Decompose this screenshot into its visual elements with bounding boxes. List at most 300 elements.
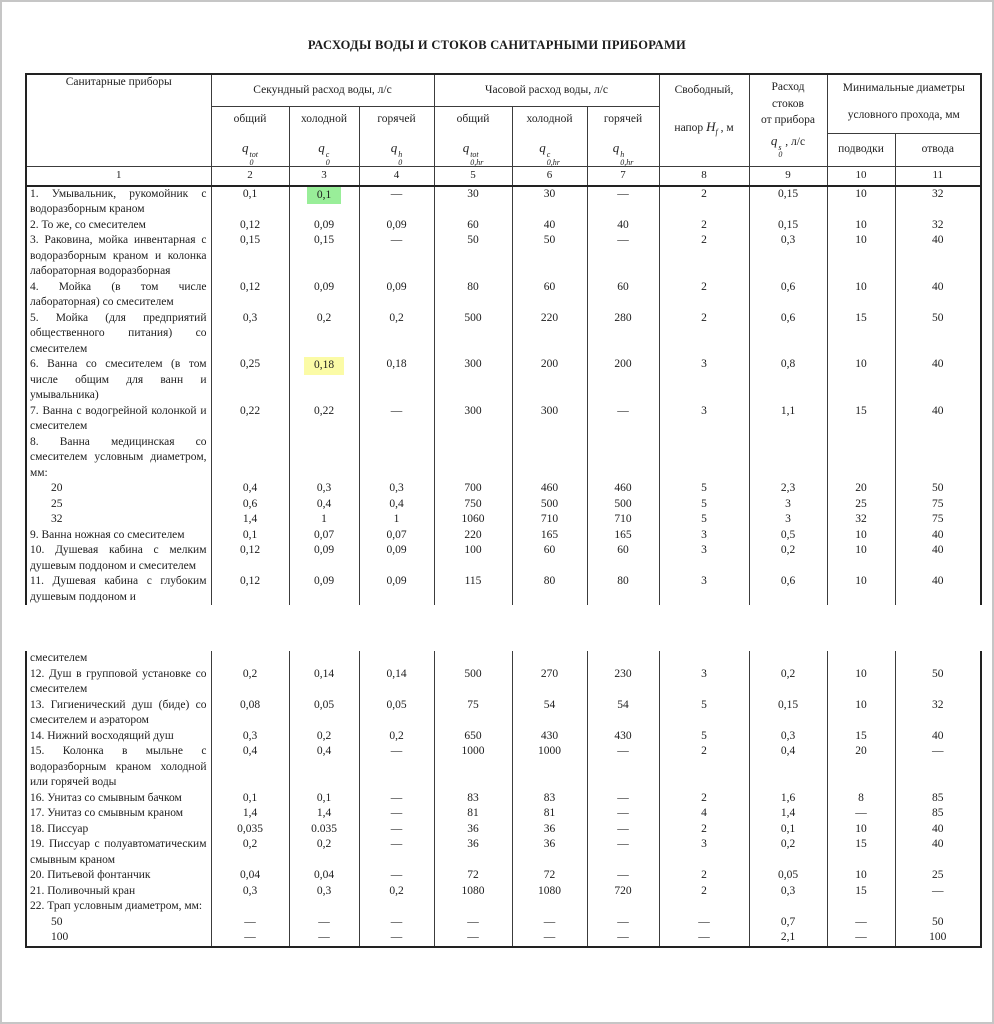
diam-line2: условного прохода, мм bbox=[847, 108, 960, 121]
value-cell: 700 bbox=[434, 481, 512, 497]
value-cell bbox=[749, 435, 827, 482]
value-cell: 0,12 bbox=[211, 574, 289, 605]
value-cell: 500 bbox=[512, 497, 587, 513]
value-cell: — bbox=[587, 930, 659, 947]
appliance-label: 14. Нижний восходящий душ bbox=[26, 729, 211, 745]
header-subcol-second-total: общий q tot 0 bbox=[211, 106, 289, 167]
value-cell bbox=[359, 899, 434, 915]
value-cell: 2,1 bbox=[749, 930, 827, 947]
appliance-label: 13. Гигиенический душ (биде) со смесителем и аэратором bbox=[26, 698, 211, 729]
value-cell: 430 bbox=[512, 729, 587, 745]
value-cell: 15 bbox=[827, 404, 895, 435]
value-cell: 85 bbox=[895, 791, 981, 807]
value-cell: 3 bbox=[659, 837, 749, 868]
value-cell: 0.035 bbox=[289, 822, 359, 838]
value-cell: 40 bbox=[587, 218, 659, 234]
value-cell bbox=[289, 186, 359, 218]
value-cell: — bbox=[895, 884, 981, 900]
value-cell: 0,3 bbox=[289, 884, 359, 900]
value-cell: 0,15 bbox=[749, 186, 827, 218]
table-row bbox=[26, 528, 981, 544]
value-cell: 25 bbox=[895, 868, 981, 884]
value-cell: 0,2 bbox=[359, 311, 434, 358]
table-row bbox=[26, 868, 981, 884]
value-cell: 0,15 bbox=[289, 233, 359, 280]
value-cell: 50 bbox=[895, 667, 981, 698]
header-hourly-flow-group: Часовой расход воды, л/с bbox=[434, 74, 659, 106]
table-row bbox=[26, 280, 981, 311]
value-cell: 0,2 bbox=[289, 837, 359, 868]
value-cell: 15 bbox=[827, 837, 895, 868]
column-number: 9 bbox=[749, 167, 827, 186]
value-cell: 32 bbox=[895, 186, 981, 218]
value-cell: 10 bbox=[827, 280, 895, 311]
table-row bbox=[26, 497, 981, 513]
value-cell: 0,2 bbox=[211, 667, 289, 698]
value-cell: 50 bbox=[895, 481, 981, 497]
value-cell bbox=[512, 651, 587, 667]
value-cell: 0,2 bbox=[211, 837, 289, 868]
column-number: 3 bbox=[289, 167, 359, 186]
value-cell: 60 bbox=[512, 543, 587, 574]
value-cell: 3 bbox=[659, 404, 749, 435]
appliance-label: 5. Мойка (для предприятий общественного питания) со смесителем bbox=[26, 311, 211, 358]
value-cell: 0,3 bbox=[211, 884, 289, 900]
value-cell: — bbox=[827, 806, 895, 822]
value-cell: 2 bbox=[659, 822, 749, 838]
value-cell: 0,2 bbox=[749, 667, 827, 698]
value-cell: 2 bbox=[659, 791, 749, 807]
value-cell: 0,05 bbox=[289, 698, 359, 729]
appliance-label: 9. Ванна ножная со смесителем bbox=[26, 528, 211, 544]
table-row bbox=[26, 930, 981, 947]
value-cell: 0,2 bbox=[359, 884, 434, 900]
value-cell: — bbox=[359, 837, 434, 868]
value-cell: 1,4 bbox=[289, 806, 359, 822]
value-cell: 650 bbox=[434, 729, 512, 745]
appliance-label: 15. Колонка в мыльне с водоразборным краном холодной или горячей воды bbox=[26, 744, 211, 791]
value-cell: 230 bbox=[587, 667, 659, 698]
value-cell bbox=[289, 357, 359, 404]
value-cell: — bbox=[827, 930, 895, 947]
appliance-label: 19. Писсуар с полуавтоматическим смывным краном bbox=[26, 837, 211, 868]
value-cell: — bbox=[359, 404, 434, 435]
value-cell: 0,09 bbox=[289, 280, 359, 311]
value-cell: 0,4 bbox=[289, 497, 359, 513]
value-cell: — bbox=[827, 915, 895, 931]
header-min-diameters-group bbox=[827, 74, 981, 134]
value-cell: 0,07 bbox=[359, 528, 434, 544]
value-cell: 0,25 bbox=[211, 357, 289, 404]
value-cell: 5 bbox=[659, 497, 749, 513]
value-cell: 0,18 bbox=[359, 357, 434, 404]
water-flow-table-part2 bbox=[25, 651, 982, 948]
table-row bbox=[26, 806, 981, 822]
value-cell: 1,4 bbox=[749, 806, 827, 822]
value-cell: — bbox=[359, 186, 434, 218]
value-cell: 0,3 bbox=[749, 729, 827, 745]
value-cell: 0,15 bbox=[211, 233, 289, 280]
value-cell bbox=[211, 651, 289, 667]
value-cell: 0,14 bbox=[359, 667, 434, 698]
value-cell: 2 bbox=[659, 233, 749, 280]
value-cell bbox=[827, 435, 895, 482]
value-cell: — bbox=[359, 930, 434, 947]
value-cell: — bbox=[587, 822, 659, 838]
free-head-line2: напор $H_f$ , м bbox=[674, 118, 734, 136]
value-cell: 0,6 bbox=[749, 311, 827, 358]
value-cell: 2 bbox=[659, 280, 749, 311]
value-cell: 720 bbox=[587, 884, 659, 900]
value-cell: — bbox=[587, 915, 659, 931]
table-row bbox=[26, 791, 981, 807]
value-cell: 10 bbox=[827, 822, 895, 838]
value-cell: — bbox=[587, 837, 659, 868]
value-cell bbox=[659, 435, 749, 482]
value-cell: — bbox=[895, 744, 981, 791]
diam-line1: Минимальные диаметры bbox=[842, 82, 965, 94]
value-cell: — bbox=[211, 930, 289, 947]
value-cell: 0,2 bbox=[749, 837, 827, 868]
appliance-label: 4. Мойка (в том числе лабораторная) со смесителем bbox=[26, 280, 211, 311]
value-cell: 30 bbox=[512, 186, 587, 218]
value-cell: — bbox=[659, 930, 749, 947]
column-number: 7 bbox=[587, 167, 659, 186]
value-cell: 1 bbox=[289, 512, 359, 528]
value-cell: 10 bbox=[827, 667, 895, 698]
table-row bbox=[26, 667, 981, 698]
value-cell: 40 bbox=[895, 543, 981, 574]
value-cell: 0,4 bbox=[289, 744, 359, 791]
value-cell: 3 bbox=[659, 667, 749, 698]
value-cell: 0,1 bbox=[749, 822, 827, 838]
value-cell bbox=[289, 435, 359, 482]
value-cell: 1,6 bbox=[749, 791, 827, 807]
appliance-label: 11. Душевая кабина с глубоким душевым поддоном и bbox=[26, 574, 211, 605]
value-cell: 3 bbox=[659, 528, 749, 544]
value-cell: 2 bbox=[659, 218, 749, 234]
header-supply-diameter: подводки bbox=[827, 134, 895, 167]
value-cell: 0,22 bbox=[289, 404, 359, 435]
appliance-label: 50 bbox=[26, 915, 211, 931]
header-subcol-hourly-cold: холодной q c 0,hr bbox=[512, 106, 587, 167]
value-cell: 115 bbox=[434, 574, 512, 605]
value-cell: 200 bbox=[512, 357, 587, 404]
value-cell: 500 bbox=[587, 497, 659, 513]
value-cell: 430 bbox=[587, 729, 659, 745]
value-cell: 8 bbox=[827, 791, 895, 807]
value-cell: — bbox=[359, 233, 434, 280]
table-row bbox=[26, 729, 981, 745]
value-cell: 2 bbox=[659, 311, 749, 358]
value-cell: 0,14 bbox=[289, 667, 359, 698]
value-cell: 36 bbox=[512, 822, 587, 838]
value-cell: 36 bbox=[434, 837, 512, 868]
value-cell: 0,09 bbox=[359, 218, 434, 234]
value-cell: 36 bbox=[512, 837, 587, 868]
appliance-label: 1. Умывальник, рукомойник с водоразборным краном bbox=[26, 186, 211, 218]
value-cell: — bbox=[359, 915, 434, 931]
value-cell bbox=[512, 899, 587, 915]
value-cell: 165 bbox=[587, 528, 659, 544]
value-cell: 0,3 bbox=[289, 481, 359, 497]
value-cell: 40 bbox=[512, 218, 587, 234]
table-row bbox=[26, 186, 981, 218]
value-cell: 60 bbox=[434, 218, 512, 234]
table-row bbox=[26, 543, 981, 574]
value-cell: — bbox=[659, 915, 749, 931]
highlighted-value-green: 0,1 bbox=[307, 187, 341, 205]
value-cell: 30 bbox=[434, 186, 512, 218]
column-number: 2 bbox=[211, 167, 289, 186]
column-number-row bbox=[26, 167, 981, 186]
highlighted-value-yellow: 0,18 bbox=[304, 357, 344, 375]
value-cell: 60 bbox=[587, 543, 659, 574]
appliance-label: 32 bbox=[26, 512, 211, 528]
header-drain-flow bbox=[749, 74, 827, 167]
value-cell: 10 bbox=[827, 186, 895, 218]
value-cell: 36 bbox=[434, 822, 512, 838]
value-cell: 0,04 bbox=[211, 868, 289, 884]
value-cell: 100 bbox=[434, 543, 512, 574]
value-cell: 60 bbox=[512, 280, 587, 311]
value-cell: 75 bbox=[895, 497, 981, 513]
value-cell: 0,035 bbox=[211, 822, 289, 838]
table-row bbox=[26, 481, 981, 497]
value-cell: — bbox=[434, 915, 512, 931]
value-cell: 2 bbox=[659, 868, 749, 884]
column-number: 10 bbox=[827, 167, 895, 186]
value-cell: 10 bbox=[827, 528, 895, 544]
value-cell: 0,3 bbox=[211, 729, 289, 745]
value-cell: 20 bbox=[827, 481, 895, 497]
value-cell: 500 bbox=[434, 311, 512, 358]
value-cell: 3 bbox=[659, 543, 749, 574]
table-row bbox=[26, 884, 981, 900]
value-cell: 5 bbox=[659, 729, 749, 745]
value-cell: 40 bbox=[895, 729, 981, 745]
value-cell: 2 bbox=[659, 884, 749, 900]
value-cell: — bbox=[211, 915, 289, 931]
value-cell bbox=[749, 651, 827, 667]
drain-line2: стоков bbox=[772, 97, 804, 110]
column-number: 4 bbox=[359, 167, 434, 186]
appliance-label: 8. Ванна медицинская со смесителем условным диаметром, мм: bbox=[26, 435, 211, 482]
appliance-label: 6. Ванна со смесителем (в том числе общим для ванн и умывальника) bbox=[26, 357, 211, 404]
value-cell: 0,22 bbox=[211, 404, 289, 435]
value-cell: 0,12 bbox=[211, 543, 289, 574]
value-cell: 3 bbox=[659, 357, 749, 404]
header-subcol-hourly-total: общий q tot 0,hr bbox=[434, 106, 512, 167]
value-cell: 3 bbox=[749, 497, 827, 513]
appliance-label: 10. Душевая кабина с мелким душевым поддоном и смесителем bbox=[26, 543, 211, 574]
value-cell: 0,7 bbox=[749, 915, 827, 931]
value-cell: 270 bbox=[512, 667, 587, 698]
value-cell: 0,09 bbox=[359, 574, 434, 605]
value-cell bbox=[587, 899, 659, 915]
value-cell: 0,2 bbox=[359, 729, 434, 745]
header-second-flow-group: Секундный расход воды, л/с bbox=[211, 74, 434, 106]
header-outlet-diameter: отвода bbox=[895, 134, 981, 167]
value-cell: 0,3 bbox=[211, 311, 289, 358]
value-cell: — bbox=[434, 930, 512, 947]
header-subcol-second-cold: холодной q c 0 bbox=[289, 106, 359, 167]
table-row bbox=[26, 915, 981, 931]
value-cell bbox=[359, 435, 434, 482]
value-cell: 15 bbox=[827, 884, 895, 900]
value-cell: — bbox=[359, 744, 434, 791]
value-cell bbox=[895, 651, 981, 667]
drain-formula: q s 0 , л/с bbox=[770, 132, 806, 159]
value-cell: 1000 bbox=[512, 744, 587, 791]
value-cell: 0,09 bbox=[289, 218, 359, 234]
value-cell bbox=[434, 651, 512, 667]
table-row bbox=[26, 574, 981, 605]
value-cell: 0,1 bbox=[211, 186, 289, 218]
value-cell: 0,05 bbox=[359, 698, 434, 729]
value-cell: 10 bbox=[827, 357, 895, 404]
value-cell: 460 bbox=[587, 481, 659, 497]
value-cell: 0,2 bbox=[289, 729, 359, 745]
value-cell: 300 bbox=[434, 404, 512, 435]
value-cell: 0,3 bbox=[749, 233, 827, 280]
value-cell: 0,09 bbox=[359, 543, 434, 574]
value-cell: 300 bbox=[434, 357, 512, 404]
value-cell: 32 bbox=[895, 698, 981, 729]
value-cell: 3 bbox=[749, 512, 827, 528]
table-row bbox=[26, 837, 981, 868]
value-cell: 40 bbox=[895, 357, 981, 404]
value-cell bbox=[289, 899, 359, 915]
value-cell bbox=[434, 435, 512, 482]
value-cell: 0,4 bbox=[211, 744, 289, 791]
value-cell bbox=[211, 435, 289, 482]
value-cell: 100 bbox=[895, 930, 981, 947]
value-cell: 0,3 bbox=[749, 884, 827, 900]
value-cell: 0,3 bbox=[359, 481, 434, 497]
value-cell: — bbox=[587, 806, 659, 822]
value-cell: 60 bbox=[587, 280, 659, 311]
value-cell bbox=[512, 435, 587, 482]
value-cell: 0,6 bbox=[749, 280, 827, 311]
value-cell bbox=[359, 651, 434, 667]
value-cell bbox=[659, 651, 749, 667]
table-row bbox=[26, 822, 981, 838]
table-row bbox=[26, 218, 981, 234]
column-number: 8 bbox=[659, 167, 749, 186]
value-cell: 20 bbox=[827, 744, 895, 791]
value-cell: 1000 bbox=[434, 744, 512, 791]
value-cell: 80 bbox=[512, 574, 587, 605]
value-cell: — bbox=[289, 930, 359, 947]
column-number: 5 bbox=[434, 167, 512, 186]
value-cell: 200 bbox=[587, 357, 659, 404]
value-cell: 10 bbox=[827, 543, 895, 574]
free-head-line1: Свободный, bbox=[674, 84, 734, 96]
appliance-label: 16. Унитаз со смывным бачком bbox=[26, 791, 211, 807]
value-cell: 0,6 bbox=[211, 497, 289, 513]
value-cell: 1 bbox=[359, 512, 434, 528]
value-cell: 81 bbox=[434, 806, 512, 822]
value-cell: 32 bbox=[827, 512, 895, 528]
table-row bbox=[26, 512, 981, 528]
value-cell: 83 bbox=[434, 791, 512, 807]
value-cell: 40 bbox=[895, 837, 981, 868]
value-cell: 0,1 bbox=[211, 791, 289, 807]
appliance-label: 3. Раковина, мойка инвентарная с водоразборным краном и колонка лабораторная водоразборная bbox=[26, 233, 211, 280]
value-cell: — bbox=[289, 915, 359, 931]
value-cell: 2,3 bbox=[749, 481, 827, 497]
value-cell: 5 bbox=[659, 698, 749, 729]
value-cell: 1080 bbox=[434, 884, 512, 900]
value-cell: 1,4 bbox=[211, 806, 289, 822]
value-cell: 0,4 bbox=[359, 497, 434, 513]
table-row bbox=[26, 404, 981, 435]
value-cell bbox=[895, 435, 981, 482]
table-row bbox=[26, 698, 981, 729]
value-cell: 85 bbox=[895, 806, 981, 822]
value-cell bbox=[587, 435, 659, 482]
appliance-label: 20 bbox=[26, 481, 211, 497]
value-cell: — bbox=[359, 791, 434, 807]
appliance-label: 17. Унитаз со смывным краном bbox=[26, 806, 211, 822]
table-header bbox=[26, 74, 981, 186]
table-row bbox=[26, 311, 981, 358]
value-cell: 0,15 bbox=[749, 698, 827, 729]
document-page bbox=[2, 38, 992, 948]
value-cell: 80 bbox=[434, 280, 512, 311]
value-cell bbox=[434, 899, 512, 915]
appliance-label: 20. Питьевой фонтанчик bbox=[26, 868, 211, 884]
table-row bbox=[26, 744, 981, 791]
value-cell: 220 bbox=[434, 528, 512, 544]
header-subcol-hourly-hot: горячей q h 0,hr bbox=[587, 106, 659, 167]
value-cell: 2 bbox=[659, 186, 749, 218]
value-cell: 5 bbox=[659, 481, 749, 497]
value-cell bbox=[895, 899, 981, 915]
value-cell: 710 bbox=[512, 512, 587, 528]
value-cell: 1,1 bbox=[749, 404, 827, 435]
value-cell: — bbox=[512, 915, 587, 931]
column-number: 6 bbox=[512, 167, 587, 186]
value-cell: 50 bbox=[512, 233, 587, 280]
drain-line3: от прибора bbox=[761, 114, 816, 126]
value-cell: 10 bbox=[827, 698, 895, 729]
value-cell: 72 bbox=[512, 868, 587, 884]
value-cell: 40 bbox=[895, 822, 981, 838]
appliance-label: 2. То же, со смесителем bbox=[26, 218, 211, 234]
value-cell: — bbox=[512, 930, 587, 947]
value-cell: 50 bbox=[895, 915, 981, 931]
value-cell: 40 bbox=[895, 574, 981, 605]
value-cell: 750 bbox=[434, 497, 512, 513]
value-cell: 2 bbox=[659, 744, 749, 791]
value-cell: 75 bbox=[895, 512, 981, 528]
appliance-label: смесителем bbox=[26, 651, 211, 667]
value-cell: — bbox=[587, 791, 659, 807]
value-cell: — bbox=[587, 186, 659, 218]
table-row bbox=[26, 435, 981, 482]
value-cell bbox=[749, 899, 827, 915]
value-cell: — bbox=[359, 868, 434, 884]
value-cell: 1060 bbox=[434, 512, 512, 528]
value-cell: 3 bbox=[659, 574, 749, 605]
value-cell: 10 bbox=[827, 574, 895, 605]
value-cell: 710 bbox=[587, 512, 659, 528]
value-cell: 460 bbox=[512, 481, 587, 497]
value-cell: 72 bbox=[434, 868, 512, 884]
header-subcol-second-hot: горячей q h 0 bbox=[359, 106, 434, 167]
